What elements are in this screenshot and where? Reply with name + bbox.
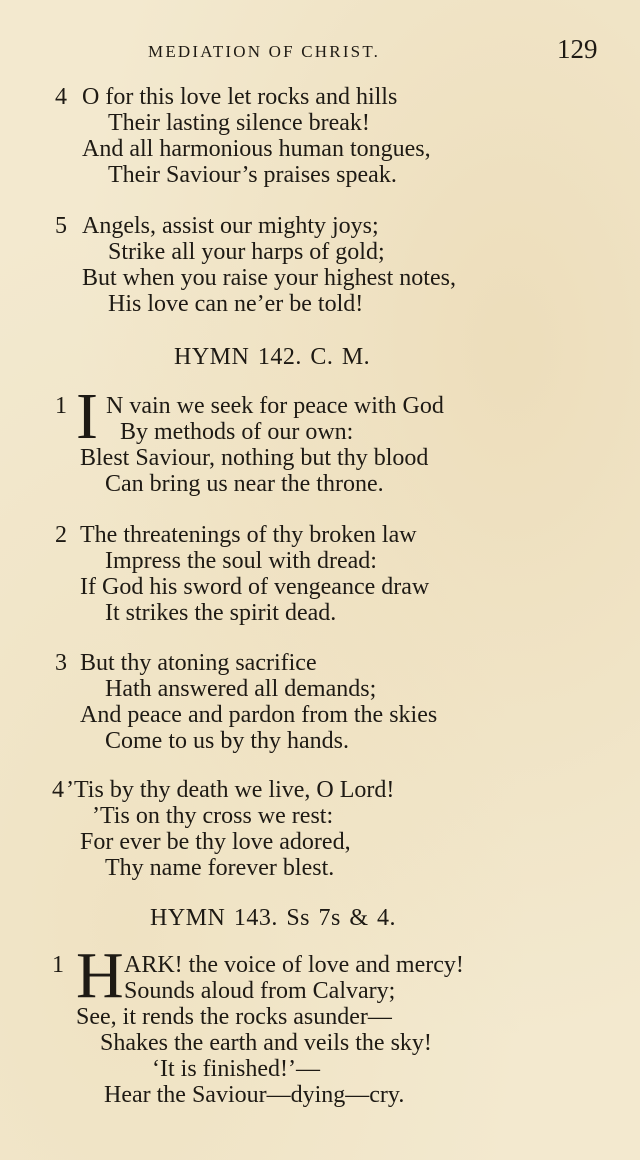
verse-line: ’Tis on thy cross we rest: <box>92 803 334 829</box>
verse-line: His love can ne’er be told! <box>108 291 364 317</box>
verse-line: Impress the soul with dread: <box>105 548 377 574</box>
verse-line: For ever be thy love adored, <box>80 829 351 855</box>
verse-line: Come to us by thy hands. <box>105 728 349 754</box>
verse-line: Sounds aloud from Calvary; <box>124 978 396 1004</box>
stanza-number: 3 <box>55 650 67 676</box>
verse-line: But thy atoning sacrifice <box>80 650 317 676</box>
hymn-heading: HYMN 143. Ss 7s & 4. <box>150 905 397 931</box>
verse-line: N vain we seek for peace with God <box>106 393 444 419</box>
drop-cap: I <box>76 380 98 453</box>
stanza-number: 1 <box>55 393 67 419</box>
stanza-number: 2 <box>55 522 67 548</box>
verse-line: Shakes the earth and veils the sky! <box>100 1030 432 1056</box>
verse-line: Hear the Saviour—dying—cry. <box>104 1082 405 1108</box>
verse-line: Their Saviour’s praises speak. <box>108 162 397 188</box>
verse-line: And all harmonious human tongues, <box>82 136 431 162</box>
verse-line: Hath answered all demands; <box>105 676 377 702</box>
verse-line: Thy name forever blest. <box>105 855 335 881</box>
verse-line: Strike all your harps of gold; <box>108 239 385 265</box>
verse-line: And peace and pardon from the skies <box>80 702 438 728</box>
stanza-number: 4 <box>55 84 67 110</box>
verse-line: By methods of our own: <box>120 419 354 445</box>
verse-line: ARK! the voice of love and mercy! <box>124 952 464 978</box>
verse-line: Their lasting silence break! <box>108 110 370 136</box>
stanza-number: 5 <box>55 213 67 239</box>
verse-line: Can bring us near the throne. <box>105 471 384 497</box>
verse-line: ‘It is finished!’— <box>152 1056 320 1082</box>
verse-line: See, it rends the rocks asunder— <box>76 1004 392 1030</box>
verse-line: Angels, assist our mighty joys; <box>82 213 379 239</box>
verse-line: If God his sword of vengeance draw <box>80 574 430 600</box>
verse-line: Blest Saviour, nothing but thy blood <box>80 445 429 471</box>
verse-line: O for this love let rocks and hills <box>82 84 398 110</box>
verse-line: It strikes the spirit dead. <box>105 600 337 626</box>
stanza-number: 1 <box>52 952 64 978</box>
hymn-heading: HYMN 142. C. M. <box>174 344 371 370</box>
drop-cap: H <box>76 939 124 1012</box>
page-number: 129 <box>557 34 598 64</box>
running-header: MEDIATION OF CHRIST. <box>148 42 381 61</box>
stanza-number: 4 <box>52 777 64 803</box>
verse-line: The threatenings of thy broken law <box>80 522 417 548</box>
verse-line: ’Tis by thy death we live, O Lord! <box>66 777 395 803</box>
verse-line: But when you raise your highest notes, <box>82 265 456 291</box>
